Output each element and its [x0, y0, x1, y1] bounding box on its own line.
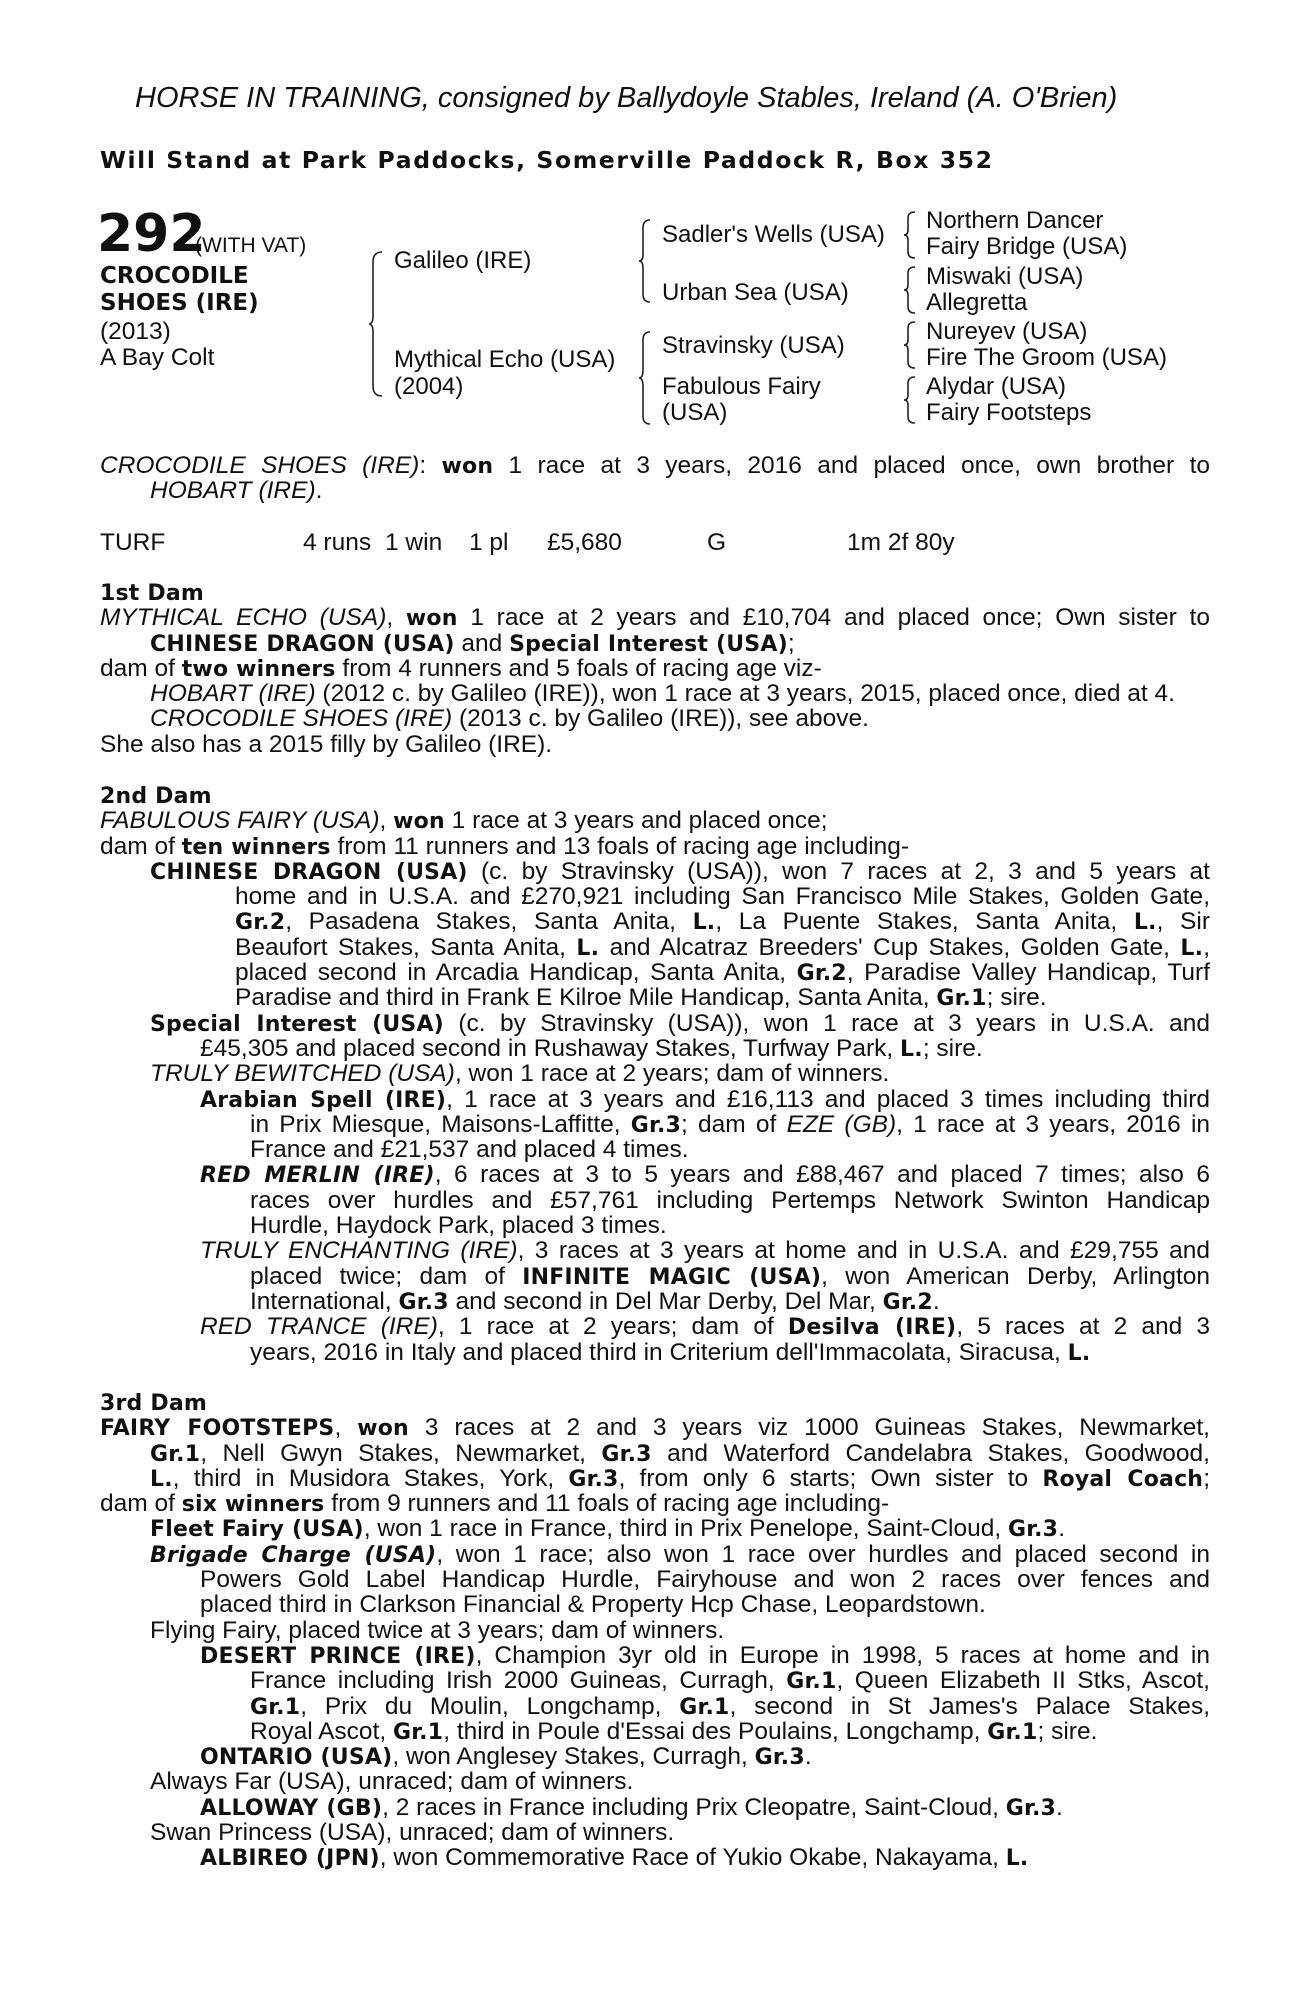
second-dam-heading: 2nd Dam [100, 784, 212, 809]
first-dam-section: 1st Dam MYTHICAL ECHO (USA), won 1 race at 2 years and £10,704 and placed once; Own sister to CHINESE DRAGON (USA) and Special Interest (USA); dam of two winners from 4 runners and 5 foals of racing age viz- HOBART (IRE) (2012 c. by Galileo (IRE)), won 1 race at 3 years, 2015, placed once, died at 4. CROCODILE SHOES (IRE) (2013 c. by Galileo (IRE)), see above. She also has a 2015 filly by Galileo (IRE). [100, 581, 1210, 758]
pedigree-ggsire-1: Northern Dancer [926, 207, 1104, 234]
pedigree-dam-sire: Stravinsky (USA) [662, 332, 845, 359]
pedigree-sire: Galileo (IRE) [394, 247, 532, 274]
record-placed: 1 pl [469, 529, 509, 556]
pedigree-brace-gen1 [368, 250, 388, 398]
pedigree-dam-dam-line2: (USA) [662, 399, 728, 426]
pedigree-brace-sire [638, 218, 656, 304]
horse-name-line2: SHOES (IRE) [100, 290, 259, 316]
pedigree-brace-g3b [903, 265, 919, 315]
pedigree-ggdam-4: Fairy Footsteps [926, 399, 1092, 426]
pedigree-dam-dam-line1: Fabulous Fairy [662, 373, 821, 400]
pedigree-sire-dam: Urban Sea (USA) [662, 279, 849, 306]
pedigree-brace-g3c [903, 320, 919, 370]
lot-number: 292 [97, 204, 206, 264]
pedigree-brace-g3a [903, 210, 919, 260]
pedigree-dam: Mythical Echo (USA) [394, 346, 616, 373]
record-runs: 4 runs [303, 529, 372, 556]
record-surface: TURF [100, 529, 166, 556]
third-dam-section: 3rd Dam FAIRY FOOTSTEPS, won 3 races at 2 and 3 years viz 1000 Guineas Stakes, Newmarket, Gr.1, Nell Gwyn Stakes, Newmarket, Gr.3 and Waterford Candelabra Stakes, Goodwood, L., third in Musidora Stakes, York, Gr.3, from only 6 starts; Own sister to Royal Coach; dam of six winners from 9 runners and 11 foals of racing age including- Fleet Fairy (USA), won 1 race in France, third in Prix Penelope, Saint-Cloud, Gr.3. Brigade Charge (USA), won 1 race; also won 1 race over hurdles and placed second in Powers Gold Label Handicap Hurdle, Fairyhouse and won 2 races over fences and placed third in Clarkson Financial & Property Hcp Chase, Leopardstown. Flying Fairy, placed twice at 3 years; dam of winners. DESERT PRINCE (IRE), Champion 3yr old in Europe in 1998, 5 races at home and in France including Irish 2000 Guineas, Curragh, Gr.1, Queen Elizabeth II Stks, Ascot, Gr.1, Prix du Moulin, Longchamp, Gr.1, second in St James's Palace Stakes, Royal Ascot, Gr.1, third in Poule d'Essai des Poulains, Longchamp, Gr.1; sire. ONTARIO (USA), won Anglesey Stakes, Curragh, Gr.3. Always Far (USA), unraced; dam of winners. ALLOWAY (GB), 2 races in France including Prix Cleopatre, Saint-Cloud, Gr.3. Swan Princess (USA), unraced; dam of winners. ALBIREO (JPN), won Commemorative Race of Yukio Okabe, Nakayama, L. [100, 1391, 1210, 1872]
pedigree-sire-sire: Sadler's Wells (USA) [662, 221, 885, 248]
record-earnings: £5,680 [547, 529, 622, 556]
pedigree-brace-dam [638, 330, 656, 426]
pedigree-ggsire-3: Nureyev (USA) [926, 318, 1088, 345]
page-title: HORSE IN TRAINING, consigned by Ballydoyle Stables, Ireland (A. O'Brien) [135, 82, 1118, 114]
stand-location: Will Stand at Park Paddocks, Somerville Paddock R, Box 352 [100, 146, 994, 174]
pedigree-ggdam-2: Allegretta [926, 289, 1028, 316]
second-dam-section: 2nd Dam FABULOUS FAIRY (USA), won 1 race at 3 years and placed once; dam of ten winners from 11 runners and 13 foals of racing age including- CHINESE DRAGON (USA) (c. by Stravinsky (USA)), won 7 races at 2, 3 and 5 years at home and in U.S.A. and £270,921 including San Francisco Mile Stakes, Golden Gate, Gr.2, Pasadena Stakes, Santa Anita, L., La Puente Stakes, Santa Anita, L., Sir Beaufort Stakes, Santa Anita, L. and Alcatraz Breeders' Cup Stakes, Golden Gate, L., placed second in Arcadia Handicap, Santa Anita, Gr.2, Paradise Valley Handicap, Turf Paradise and third in Frank E Kilroe Mile Handicap, Santa Anita, Gr.1; sire. Special Interest (USA) (c. by Stravinsky (USA)), won 1 race at 3 years in U.S.A. and £45,305 and placed second in Rushaway Stakes, Turfway Park, L.; sire. TRULY BEWITCHED (USA), won 1 race at 2 years; dam of winners. Arabian Spell (IRE), 1 race at 3 years and £16,113 and placed 3 times including third in Prix Miesque, Maisons-Laffitte, Gr.3; dam of EZE (GB), 1 race at 3 years, 2016 in France and £21,537 and placed 4 times. RED MERLIN (IRE), 6 races at 3 to 5 years and £88,467 and placed 7 times; also 6 races over hurdles and £57,761 including Pertemps Network Swinton Handicap Hurdle, Haydock Park, placed 3 times. TRULY ENCHANTING (IRE), 3 races at 3 years at home and in U.S.A. and £29,755 and placed twice; dam of INFINITE MAGIC (USA), won American Derby, Arlington International, Gr.3 and second in Del Mar Derby, Del Mar, Gr.2. RED TRANCE (IRE), 1 race at 2 years; dam of Desilva (IRE), 5 races at 2 and 3 years, 2016 in Italy and placed third in Criterium dell'Immacolata, Siracusa, L. [100, 784, 1210, 1366]
vat-note: (WITH VAT) [195, 234, 307, 257]
horse-description: A Bay Colt [100, 344, 215, 371]
pedigree-ggdam-1: Fairy Bridge (USA) [926, 233, 1128, 260]
third-dam-heading: 3rd Dam [100, 1391, 207, 1416]
horse-summary: CROCODILE SHOES (IRE): won 1 race at 3 years, 2016 and placed once, own brother to HOBART (IRE). [100, 453, 1210, 505]
pedigree-dam-year: (2004) [394, 373, 464, 400]
record-going: G [707, 529, 727, 556]
summary-won: won [441, 454, 494, 479]
pedigree-ggdam-3: Fire The Groom (USA) [926, 344, 1167, 371]
record-distance: 1m 2f 80y [847, 529, 955, 556]
horse-name-line1: CROCODILE [100, 263, 249, 289]
record-wins: 1 win [385, 529, 443, 556]
first-dam-heading: 1st Dam [100, 581, 205, 606]
pedigree-ggsire-2: Miswaki (USA) [926, 263, 1084, 290]
pedigree-ggsire-4: Alydar (USA) [926, 373, 1067, 400]
horse-year: (2013) [100, 318, 171, 345]
summary-brother: HOBART (IRE) [150, 477, 316, 505]
pedigree-brace-g3d [903, 375, 919, 425]
summary-horse-name: CROCODILE SHOES (IRE) [100, 453, 420, 479]
